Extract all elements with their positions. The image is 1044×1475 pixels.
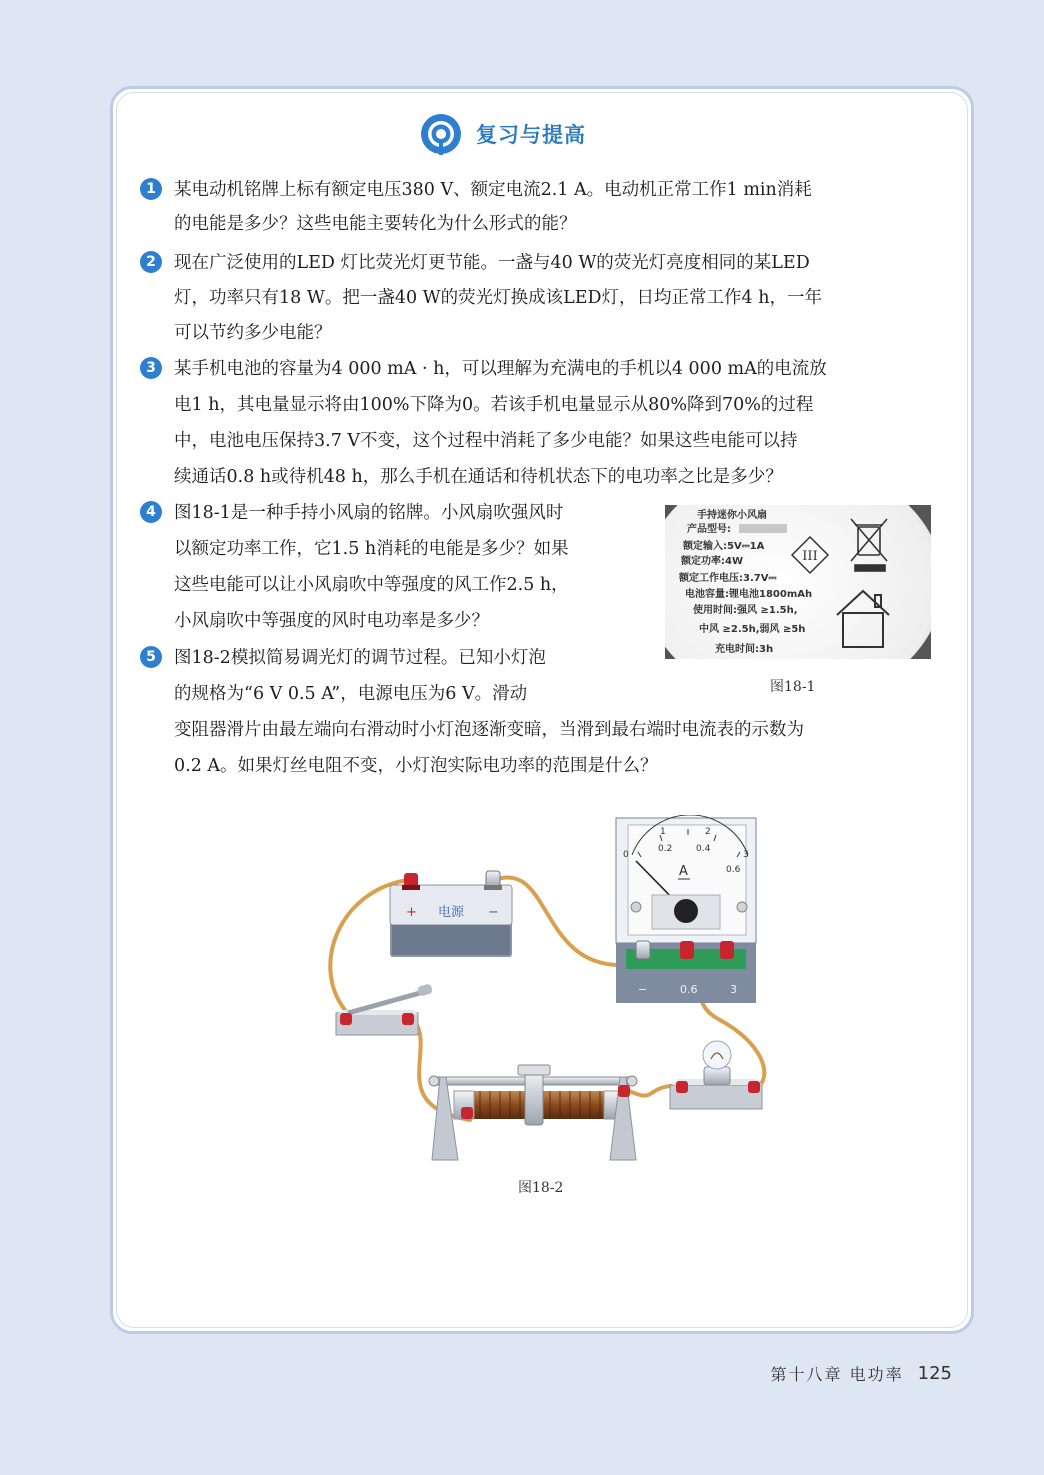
question-line: 某电动机铭牌上标有额定电压380 V、额定电流2.1 A。电动机正常工作1 min消耗 — [174, 180, 812, 200]
question-line: 变阻器滑片由最左端向右滑动时小灯泡逐渐变暗，当滑到最右端时电流表的示数为 — [174, 720, 804, 740]
plate-line: 手持迷你小风扇 — [697, 510, 767, 521]
question-number: 2 — [140, 251, 162, 273]
question-line: 小风扇吹中等强度的风时电功率是多少？ — [174, 611, 489, 631]
question-line: 这些电能可以让小风扇吹中等强度的风工作2.5 h， — [174, 575, 569, 595]
question-line: 图18-1是一种手持小风扇的铭牌。小风扇吹强风时 — [174, 503, 564, 523]
plate-line: 额定功率:4W — [681, 556, 743, 567]
page-footer — [771, 1362, 952, 1385]
terminal-label: − — [638, 983, 648, 996]
question-line: 的电能是多少？这些电能主要转化为什么形式的能？ — [174, 214, 577, 234]
question-line: 某手机电池的容量为4 000 mA · h，可以理解为充满电的手机以4 000 mA的电流放 — [174, 359, 827, 379]
terminal-label: 0.6 — [680, 983, 698, 996]
power-supply — [390, 871, 512, 957]
terminal-red — [402, 873, 420, 890]
plate-line: 额定输入:5V⎓1A — [683, 541, 765, 552]
terminal-silver — [484, 871, 502, 890]
plate-line: 产品型号: — [687, 524, 731, 535]
dimmer-circuit-diagram — [320, 815, 780, 1170]
sliding-rheostat — [429, 1065, 637, 1160]
plate-line: 充电时间:3h — [715, 644, 774, 655]
meter-scale-bottom: 0.2 — [658, 844, 673, 854]
question-number: 3 — [140, 357, 162, 379]
figure-caption: 图18-1 — [770, 679, 816, 695]
small-bulb — [670, 1041, 762, 1109]
question-line: 可以节约多少电能？ — [174, 323, 332, 343]
fan-nameplate-photo — [665, 505, 931, 659]
section-header — [420, 112, 586, 156]
plate-line: 使用时间:强风 ≥1.5h, — [693, 605, 798, 616]
meter-scale-bottom: 0.4 — [696, 844, 711, 854]
question-line: 图18-2模拟简易调光灯的调节过程。已知小灯泡 — [174, 648, 546, 668]
section-title: 复习与提高 — [476, 123, 586, 147]
target-icon — [420, 113, 462, 155]
battery-plus: + — [406, 905, 417, 920]
plate-line: 中风 ≥2.5h,弱风 ≥5h — [699, 624, 806, 635]
meter-scale-top: 3 — [743, 850, 749, 860]
meter-scale-top: 1 — [660, 827, 666, 837]
ammeter — [616, 815, 756, 1003]
question-line: 现在广泛使用的LED 灯比荧光灯更节能。一盏与40 W的荧光灯亮度相同的某LED — [174, 253, 810, 273]
question-line: 续通话0.8 h或待机48 h，那么手机在通话和待机状态下的电功率之比是多少？ — [174, 467, 783, 487]
svg-text:III: III — [802, 549, 818, 564]
question-line: 的规格为“6 V 0.5 A”，电源电压为6 V。滑动 — [174, 684, 528, 704]
question-number: 5 — [140, 646, 162, 668]
question-line: 灯，功率只有18 W。把一盏40 W的荧光灯换成该LED灯，日均正常工作4 h，一年 — [174, 288, 823, 308]
battery-minus: − — [488, 905, 499, 920]
meter-symbol: A — [679, 864, 688, 879]
meter-scale-bottom: 0.6 — [726, 865, 741, 875]
question-line: 电1 h，其电量显示将由100%下降为0。若该手机电量显示从80%降到70%的过程 — [174, 395, 814, 415]
battery-label: 电源 — [438, 905, 465, 920]
question-number: 4 — [140, 501, 162, 523]
terminal-label: 3 — [730, 983, 737, 996]
page-number: 125 — [917, 1363, 952, 1384]
question-line: 以额定功率工作，它1.5 h消耗的电能是多少？如果 — [174, 539, 569, 559]
figure-caption: 图18-2 — [518, 1180, 564, 1196]
plate-line: 电池容量:锂电池1800mAh — [685, 589, 813, 600]
meter-scale-top: 2 — [705, 827, 711, 837]
question-number: 1 — [140, 178, 162, 200]
chapter-title: 第十八章 电功率 — [770, 1365, 904, 1384]
meter-scale-bottom: 0 — [623, 850, 629, 860]
question-line: 中，电池电压保持3.7 V不变，这个过程中消耗了多少电能？如果这些电能可以持 — [174, 431, 798, 451]
plate-line: 额定工作电压:3.7V⎓ — [679, 573, 777, 584]
question-line: 0.2 A。如果灯丝电阻不变，小灯泡实际电功率的范围是什么？ — [174, 756, 658, 776]
